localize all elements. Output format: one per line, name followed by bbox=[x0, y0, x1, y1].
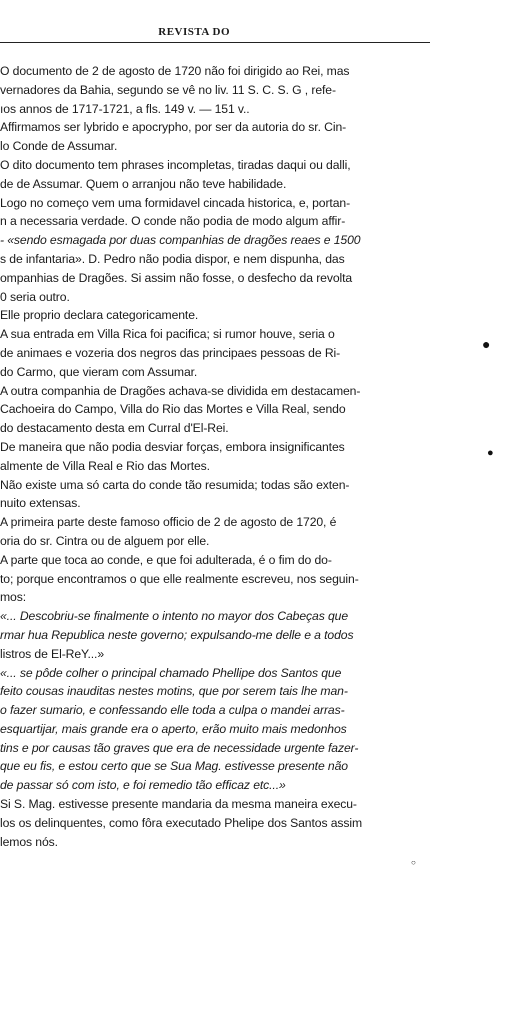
text-line: Affirmamos ser lybrido e apocrypho, por ser da autoria do sr. Cin- bbox=[0, 120, 347, 135]
text-line: «... se pôde colher o principal chamado Phellipe dos Santos que bbox=[0, 665, 342, 680]
text-line: «... Descobriu-se finalmente o intento no mayor dos Cabeças que bbox=[0, 609, 349, 624]
body-text bbox=[0, 62, 430, 851]
ink-blot: ● bbox=[487, 447, 494, 459]
text-line: vernadores da Bahia, segundo se vê no liv. 11 S. C. S. G , refe- bbox=[0, 82, 336, 97]
text-line: Si S. Mag. estivesse presente mandaria da mesma maneira execu- bbox=[0, 797, 357, 812]
text-line: listros de El-ReY...» bbox=[0, 646, 105, 661]
text-line: que eu fis, e estou certo que se Sua Mag. estivesse presente não bbox=[0, 759, 348, 774]
text-line: lemos nós. bbox=[0, 834, 58, 849]
text-line: 0 seria outro. bbox=[0, 289, 70, 304]
text-line: mos: bbox=[0, 590, 27, 605]
running-header bbox=[0, 26, 430, 38]
text-line: Elle proprio declara categoricamente. bbox=[0, 308, 199, 323]
text-line: feito cousas inauditas nestes motins, que por serem tais lhe man- bbox=[0, 684, 348, 699]
text-line: do Carmo, que vieram com Assumar. bbox=[0, 364, 198, 379]
text-line: A sua entrada em Villa Rica foi pacifica; si rumor houve, seria o bbox=[0, 327, 335, 342]
text-line: De maneira que não podia desviar forças, embora insignificantes bbox=[0, 439, 345, 454]
text-line: Logo no começo vem uma formidavel cincada historica, e, portan- bbox=[0, 195, 351, 210]
text-line: rmar hua Republica neste governo; expulsando-me delle e a todos bbox=[0, 627, 354, 642]
text-line: esquartijar, mais grande era o aperto, erão muito mais medonhos bbox=[0, 721, 347, 736]
text-line: s de infantaria». D. Pedro não podia dispor, e nem dispunha, das bbox=[0, 251, 345, 266]
text-line: A outra companhia de Dragões achava-se dividida em destacamen- bbox=[0, 383, 361, 398]
text-line: ıos annos de 1717-1721, a fls. 149 v. — 151 v.. bbox=[0, 101, 250, 116]
ink-blot: ○ bbox=[411, 858, 416, 867]
text-line: ompanhias de Dragões. Si assim não fosse, o desfecho da revolta bbox=[0, 270, 353, 285]
text-line: tins e por causas tão graves que era de necessidade urgente fazer- bbox=[0, 740, 359, 755]
text-line: los os delinquentes, como fôra executado Phelipe dos Santos assim bbox=[0, 815, 363, 830]
ink-blot: ● bbox=[482, 338, 491, 353]
text-line: de passar só com isto, e foi remedio tão efficaz etc...» bbox=[0, 778, 286, 793]
header-title: REVISTA DO bbox=[158, 26, 230, 38]
text-line: nuito extensas. bbox=[0, 496, 81, 511]
header-rule bbox=[0, 42, 430, 43]
text-line: O documento de 2 de agosto de 1720 não foi dirigido ao Rei, mas bbox=[0, 64, 350, 78]
text-line: almente de Villa Real e Rio das Mortes. bbox=[0, 458, 210, 473]
text-line: oria do sr. Cintra ou de alguem por elle. bbox=[0, 533, 210, 548]
text-line: Cachoeira do Campo, Villa do Rio das Mortes e Villa Real, sendo bbox=[0, 402, 346, 417]
text-line: O dito documento tem phrases incompletas, tiradas daqui ou dalli, bbox=[0, 157, 351, 172]
text-line: A parte que toca ao conde, e que foi adulterada, é o fim do do- bbox=[0, 552, 332, 567]
text-line: n a necessaria verdade. O conde não podia de modo algum affir- bbox=[0, 214, 346, 229]
text-line: to; porque encontramos o que elle realmente escreveu, nos seguin- bbox=[0, 571, 359, 586]
text-line: de de Assumar. Quem o arranjou não teve habilidade. bbox=[0, 176, 287, 191]
text-line: Não existe uma só carta do conde tão resumida; todas são exten- bbox=[0, 477, 350, 492]
text-line: lo Conde de Assumar. bbox=[0, 139, 118, 154]
text-line: do destacamento desta em Curral d'El-Rei. bbox=[0, 421, 229, 436]
text-line: - «sendo esmagada por duas companhias de dragões reaes e 1500 bbox=[0, 233, 361, 248]
text-line: A primeira parte deste famoso officio de 2 de agosto de 1720, é bbox=[0, 515, 337, 530]
text-line: de animaes e vozeria dos negros das principaes pessoas de Ri- bbox=[0, 345, 341, 360]
text-line: o fazer sumario, e confessando elle toda a culpa o mandei arras- bbox=[0, 703, 345, 718]
